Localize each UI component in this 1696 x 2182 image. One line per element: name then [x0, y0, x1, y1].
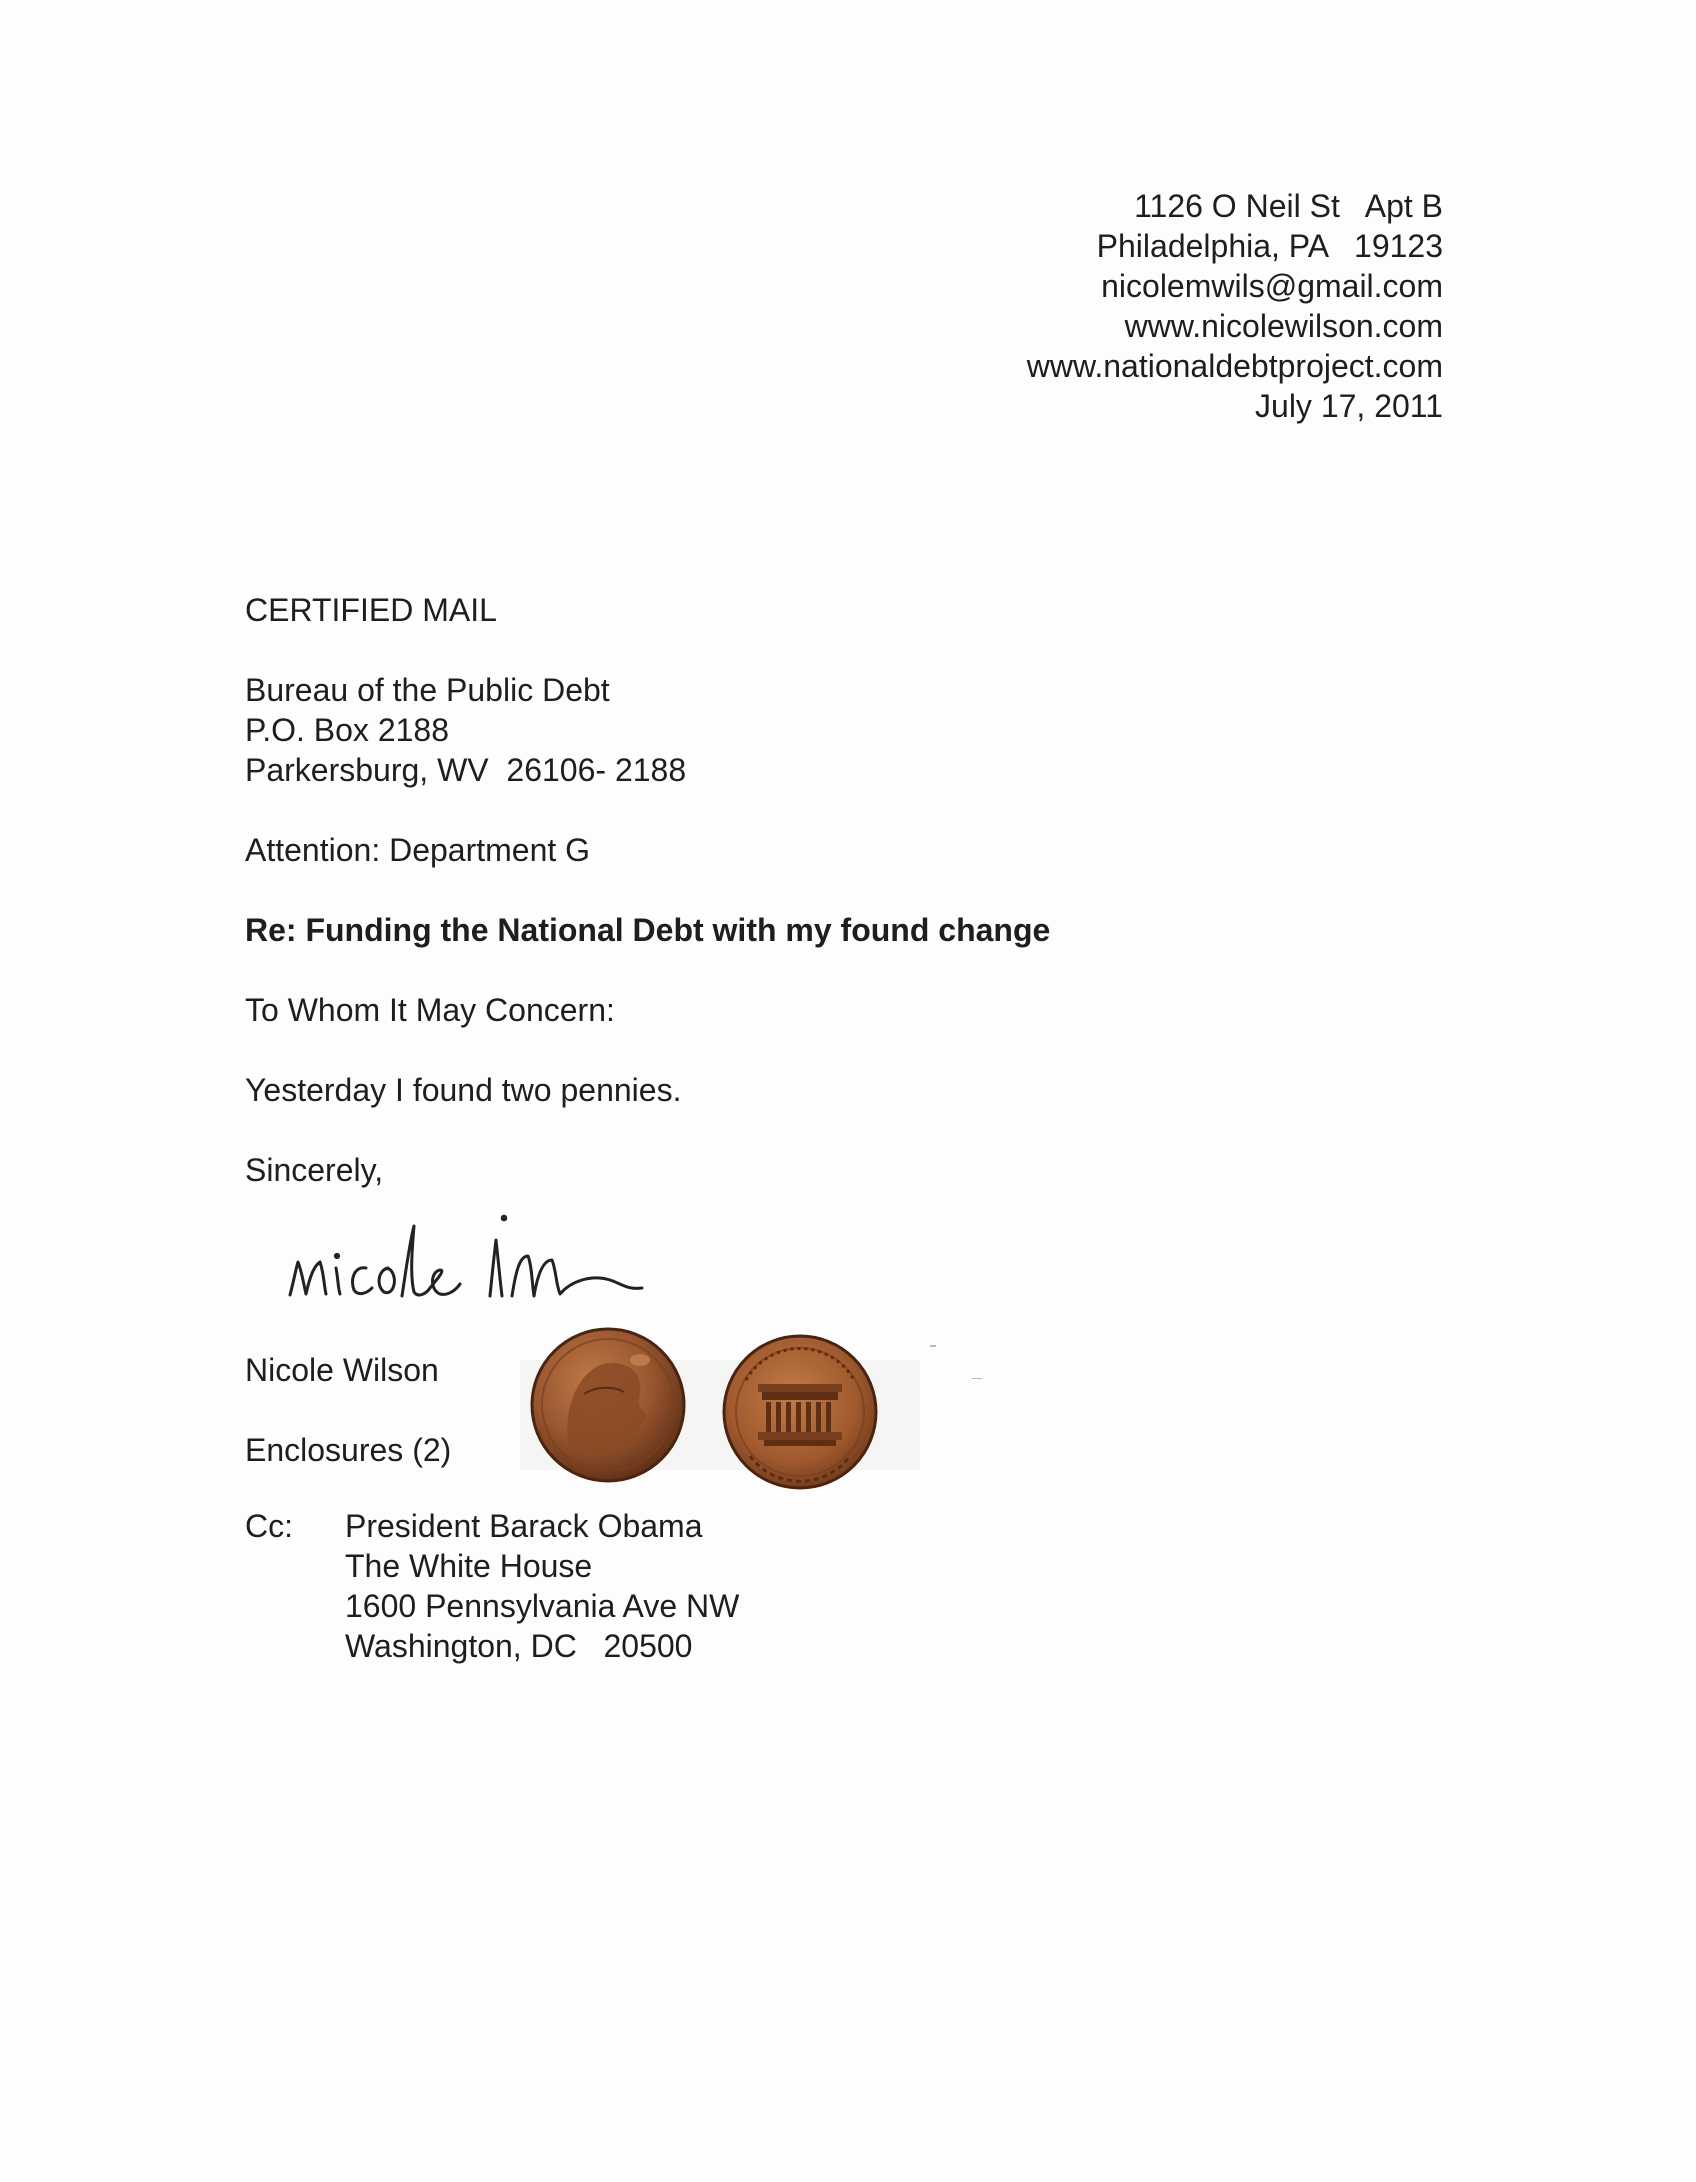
sender-address-block: [1027, 186, 1443, 426]
letter-date: July 17, 2011: [1255, 388, 1443, 424]
cc-organization: The White House: [345, 1548, 593, 1584]
cc-label: Cc:: [245, 1508, 293, 1544]
mail-type: CERTIFIED MAIL: [245, 592, 497, 628]
enclosures-line: Enclosures (2): [245, 1432, 452, 1468]
letter-body: Yesterday I found two pennies.: [245, 1072, 682, 1108]
sender-street: 1126 O Neil St Apt B: [1134, 188, 1443, 224]
sender-website-personal: www.nicolewilson.com: [1124, 308, 1443, 344]
cc-name: President Barack Obama: [345, 1508, 703, 1544]
recipient-po-box: P.O. Box 2188: [245, 712, 449, 748]
sender-website-project: www.nationaldebtproject.com: [1026, 348, 1443, 384]
sender-email: nicolemwils@gmail.com: [1101, 268, 1443, 304]
recipient-address-block: [245, 670, 686, 790]
signer-name: Nicole Wilson: [245, 1352, 439, 1388]
penny-obverse-icon: [532, 1329, 684, 1481]
subject-line: Re: Funding the National Debt with my found change: [245, 912, 1051, 948]
penny-reverse-icon: [724, 1336, 876, 1488]
salutation: To Whom It May Concern:: [245, 992, 615, 1028]
scan-speck: [930, 1345, 936, 1347]
attention-line: Attention: Department G: [245, 832, 591, 868]
cc-city: Washington, DC 20500: [345, 1628, 693, 1664]
recipient-city: Parkersburg, WV 26106- 2188: [245, 752, 687, 788]
recipient-name: Bureau of the Public Debt: [245, 672, 610, 708]
scan-speck: [972, 1378, 982, 1379]
cc-address-block: [345, 1506, 739, 1666]
sender-city: Philadelphia, PA 19123: [1096, 228, 1443, 264]
cc-street: 1600 Pennsylvania Ave NW: [345, 1588, 740, 1624]
penny-enclosures: [500, 1300, 970, 1510]
closing: Sincerely,: [245, 1152, 384, 1188]
